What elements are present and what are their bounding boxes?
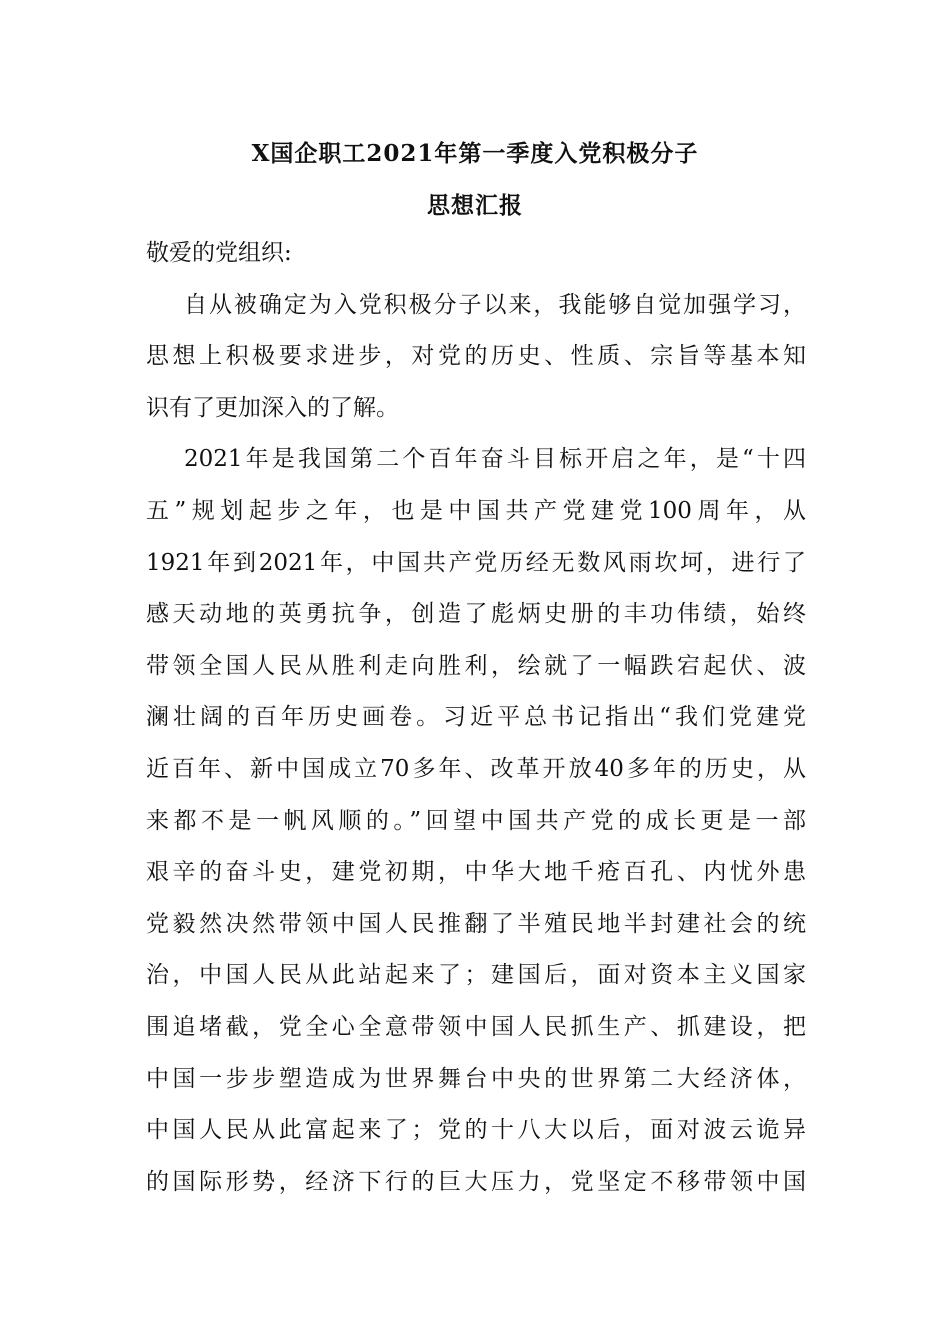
paragraph-line: 来都不是一帆风顺的。”回望中国共产党的成长更是一部: [146, 807, 806, 834]
document-title: [0, 128, 950, 231]
paragraph-line: 感天动地的英勇抗争，创造了彪炳史册的丰功伟绩，始终: [146, 601, 806, 628]
document-body: [146, 228, 806, 1208]
paragraph-line: 识有了更加深入的了解。: [146, 394, 399, 421]
paragraph-line: 的国际形势，经济下行的巨大压力，党坚定不移带领中国: [146, 1168, 806, 1195]
paragraph-line: 中国一步步塑造成为世界舞台中央的世界第二大经济体，: [146, 1065, 806, 1092]
paragraph-line: 自从被确定为入党积极分子以来，我能够自觉加强学习，: [184, 291, 806, 318]
paragraph-line: 近百年、新中国成立70多年、改革开放40多年的历史，从: [146, 755, 806, 782]
title-line-1: X国企职工2021年第一季度入党积极分子: [251, 140, 699, 167]
title-line-2: 思想汇报: [427, 191, 523, 219]
paragraph-line: 艰辛的奋斗史，建党初期，中华大地千疮百孔、内忧外患: [146, 859, 806, 886]
paragraph-line: 带领全国人民从胜利走向胜利，绘就了一幅跌宕起伏、波: [146, 652, 806, 679]
paragraph-line: 思想上积极要求进步，对党的历史、性质、宗旨等基本知: [146, 343, 806, 370]
salutation: 敬爱的党组织:: [146, 240, 292, 266]
paragraph-line: 五”规划起步之年，也是中国共产党建党100周年，从: [146, 497, 806, 524]
paragraph-line: 1921年到2021年，中国共产党历经无数风雨坎坷，进行了: [146, 549, 806, 576]
paragraph-line: 党毅然决然带领中国人民推翻了半殖民地半封建社会的统: [146, 910, 806, 937]
paragraph-line: 围追堵截，党全心全意带领中国人民抓生产、抓建设，把: [146, 1013, 806, 1040]
paragraph-line: 治，中国人民从此站起来了；建国后，面对资本主义国家: [146, 962, 806, 989]
paragraph-line: 中国人民从此富起来了；党的十八大以后，面对波云诡异: [146, 1117, 806, 1144]
paragraph-line: 澜壮阔的百年历史画卷。习近平总书记指出“我们党建党: [146, 704, 806, 731]
paragraph-line: 2021年是我国第二个百年奋斗目标开启之年，是“十四: [184, 446, 806, 473]
